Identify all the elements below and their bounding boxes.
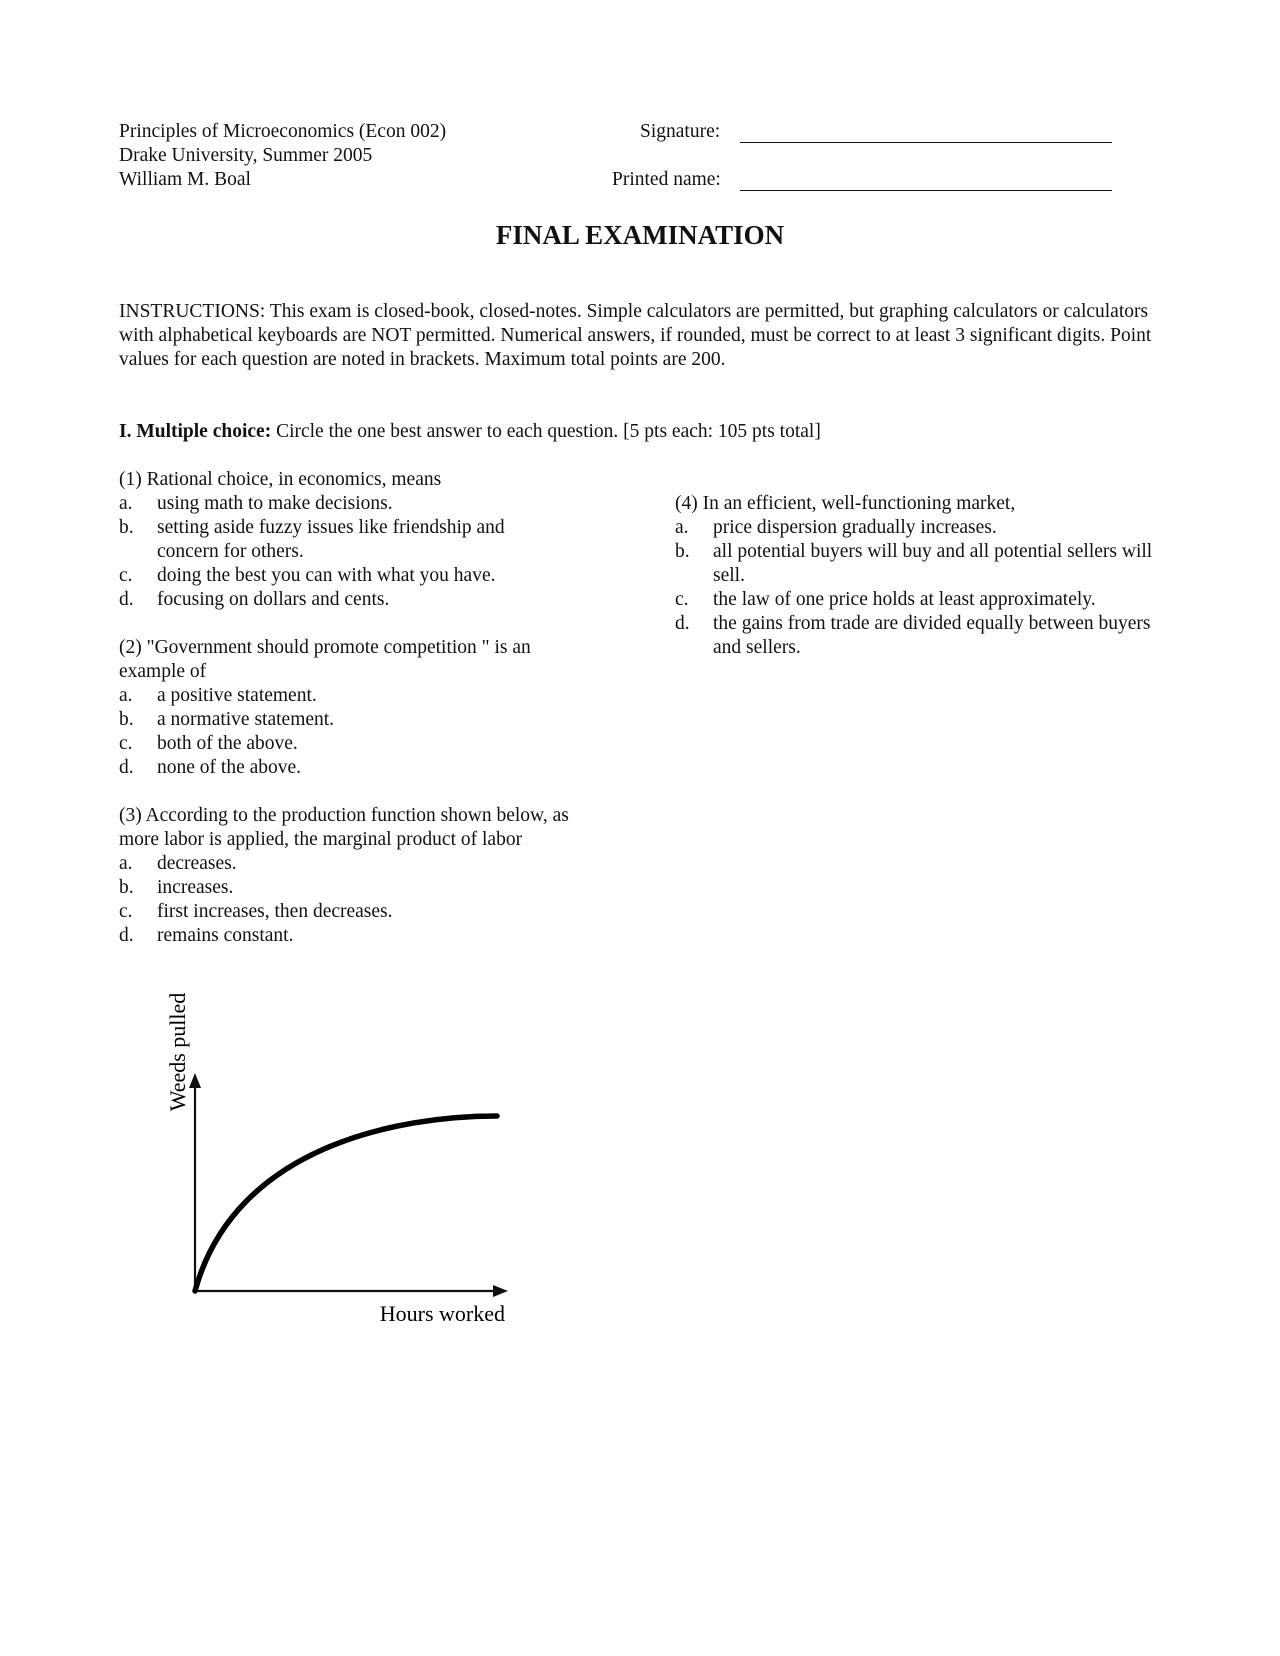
option-d[interactable]: d. none of the above. — [119, 757, 302, 778]
option-b[interactable]: b. increases. — [119, 877, 234, 898]
option-d[interactable]: d. focusing on dollars and cents. — [119, 589, 390, 610]
option-d[interactable]: d. remains constant. — [119, 925, 294, 946]
printed-name-blank[interactable] — [740, 190, 1112, 191]
option-c[interactable]: c. the law of one price holds at least approximately. — [675, 589, 1096, 610]
production-function-figure — [150, 985, 530, 1335]
instructor-name: William M. Boal — [119, 169, 251, 190]
instructions: INSTRUCTIONS: This exam is closed-book, closed-notes. Simple calculators are permitted, but graphing calculators or calculators with alphabetical keyboards are NOT permitted. Numerical answers, if rounded, must be correct to at least 3 significant digits. Point values for each question are noted in brackets. Maximum total points are 200. — [119, 301, 1152, 370]
question-1 — [119, 468, 559, 612]
page-title: FINAL EXAMINATION — [495, 220, 785, 250]
option-a[interactable]: a. a positive statement. — [119, 685, 317, 706]
question-2 — [119, 636, 569, 780]
question-3 — [119, 804, 589, 948]
option-a[interactable]: a. decreases. — [119, 853, 237, 874]
question-4 — [675, 492, 1153, 660]
option-a[interactable]: a. using math to make decisions. — [119, 493, 393, 514]
question-stem: (4) In an efficient, well-functioning market, — [675, 493, 1016, 514]
option-c[interactable]: c. first increases, then decreases. — [119, 901, 393, 922]
y-axis-arrow-icon — [189, 1073, 201, 1088]
question-stem: (1) Rational choice, in economics, means — [119, 469, 442, 490]
printed-name-label: Printed name: — [612, 169, 721, 190]
option-d[interactable]: d. the gains from trade are divided equally between buyers and sellers. — [675, 613, 1151, 658]
option-c[interactable]: c. doing the best you can with what you have. — [119, 565, 496, 586]
question-stem: (2) "Government should promote competition " is an example of — [119, 637, 531, 682]
signature-label: Signature: — [640, 121, 721, 142]
school-name: Drake University, Summer 2005 — [119, 145, 373, 166]
x-axis-label: Hours worked — [379, 1301, 505, 1326]
y-axis-label: Weeds pulled — [165, 992, 190, 1112]
option-b[interactable]: b. a normative statement. — [119, 709, 335, 730]
section-heading-text: Circle the one best answer to each question. [5 pts each: 105 pts total] — [271, 421, 821, 442]
option-c[interactable]: c. both of the above. — [119, 733, 298, 754]
course-name: Principles of Microeconomics (Econ 002) — [119, 121, 447, 142]
option-b[interactable]: b. setting aside fuzzy issues like friendship and concern for others. — [119, 517, 505, 562]
signature-blank[interactable] — [740, 142, 1112, 143]
x-axis-arrow-icon — [493, 1285, 508, 1297]
section-heading-label: I. Multiple choice: — [119, 421, 272, 442]
option-a[interactable]: a. price dispersion gradually increases. — [675, 517, 997, 538]
section-heading — [119, 420, 821, 444]
option-b[interactable]: b. all potential buyers will buy and all potential sellers will sell. — [675, 541, 1153, 586]
production-curve — [195, 1116, 497, 1291]
question-stem: (3) According to the production function shown below, as more labor is applied, the marginal product of labor — [119, 805, 569, 850]
